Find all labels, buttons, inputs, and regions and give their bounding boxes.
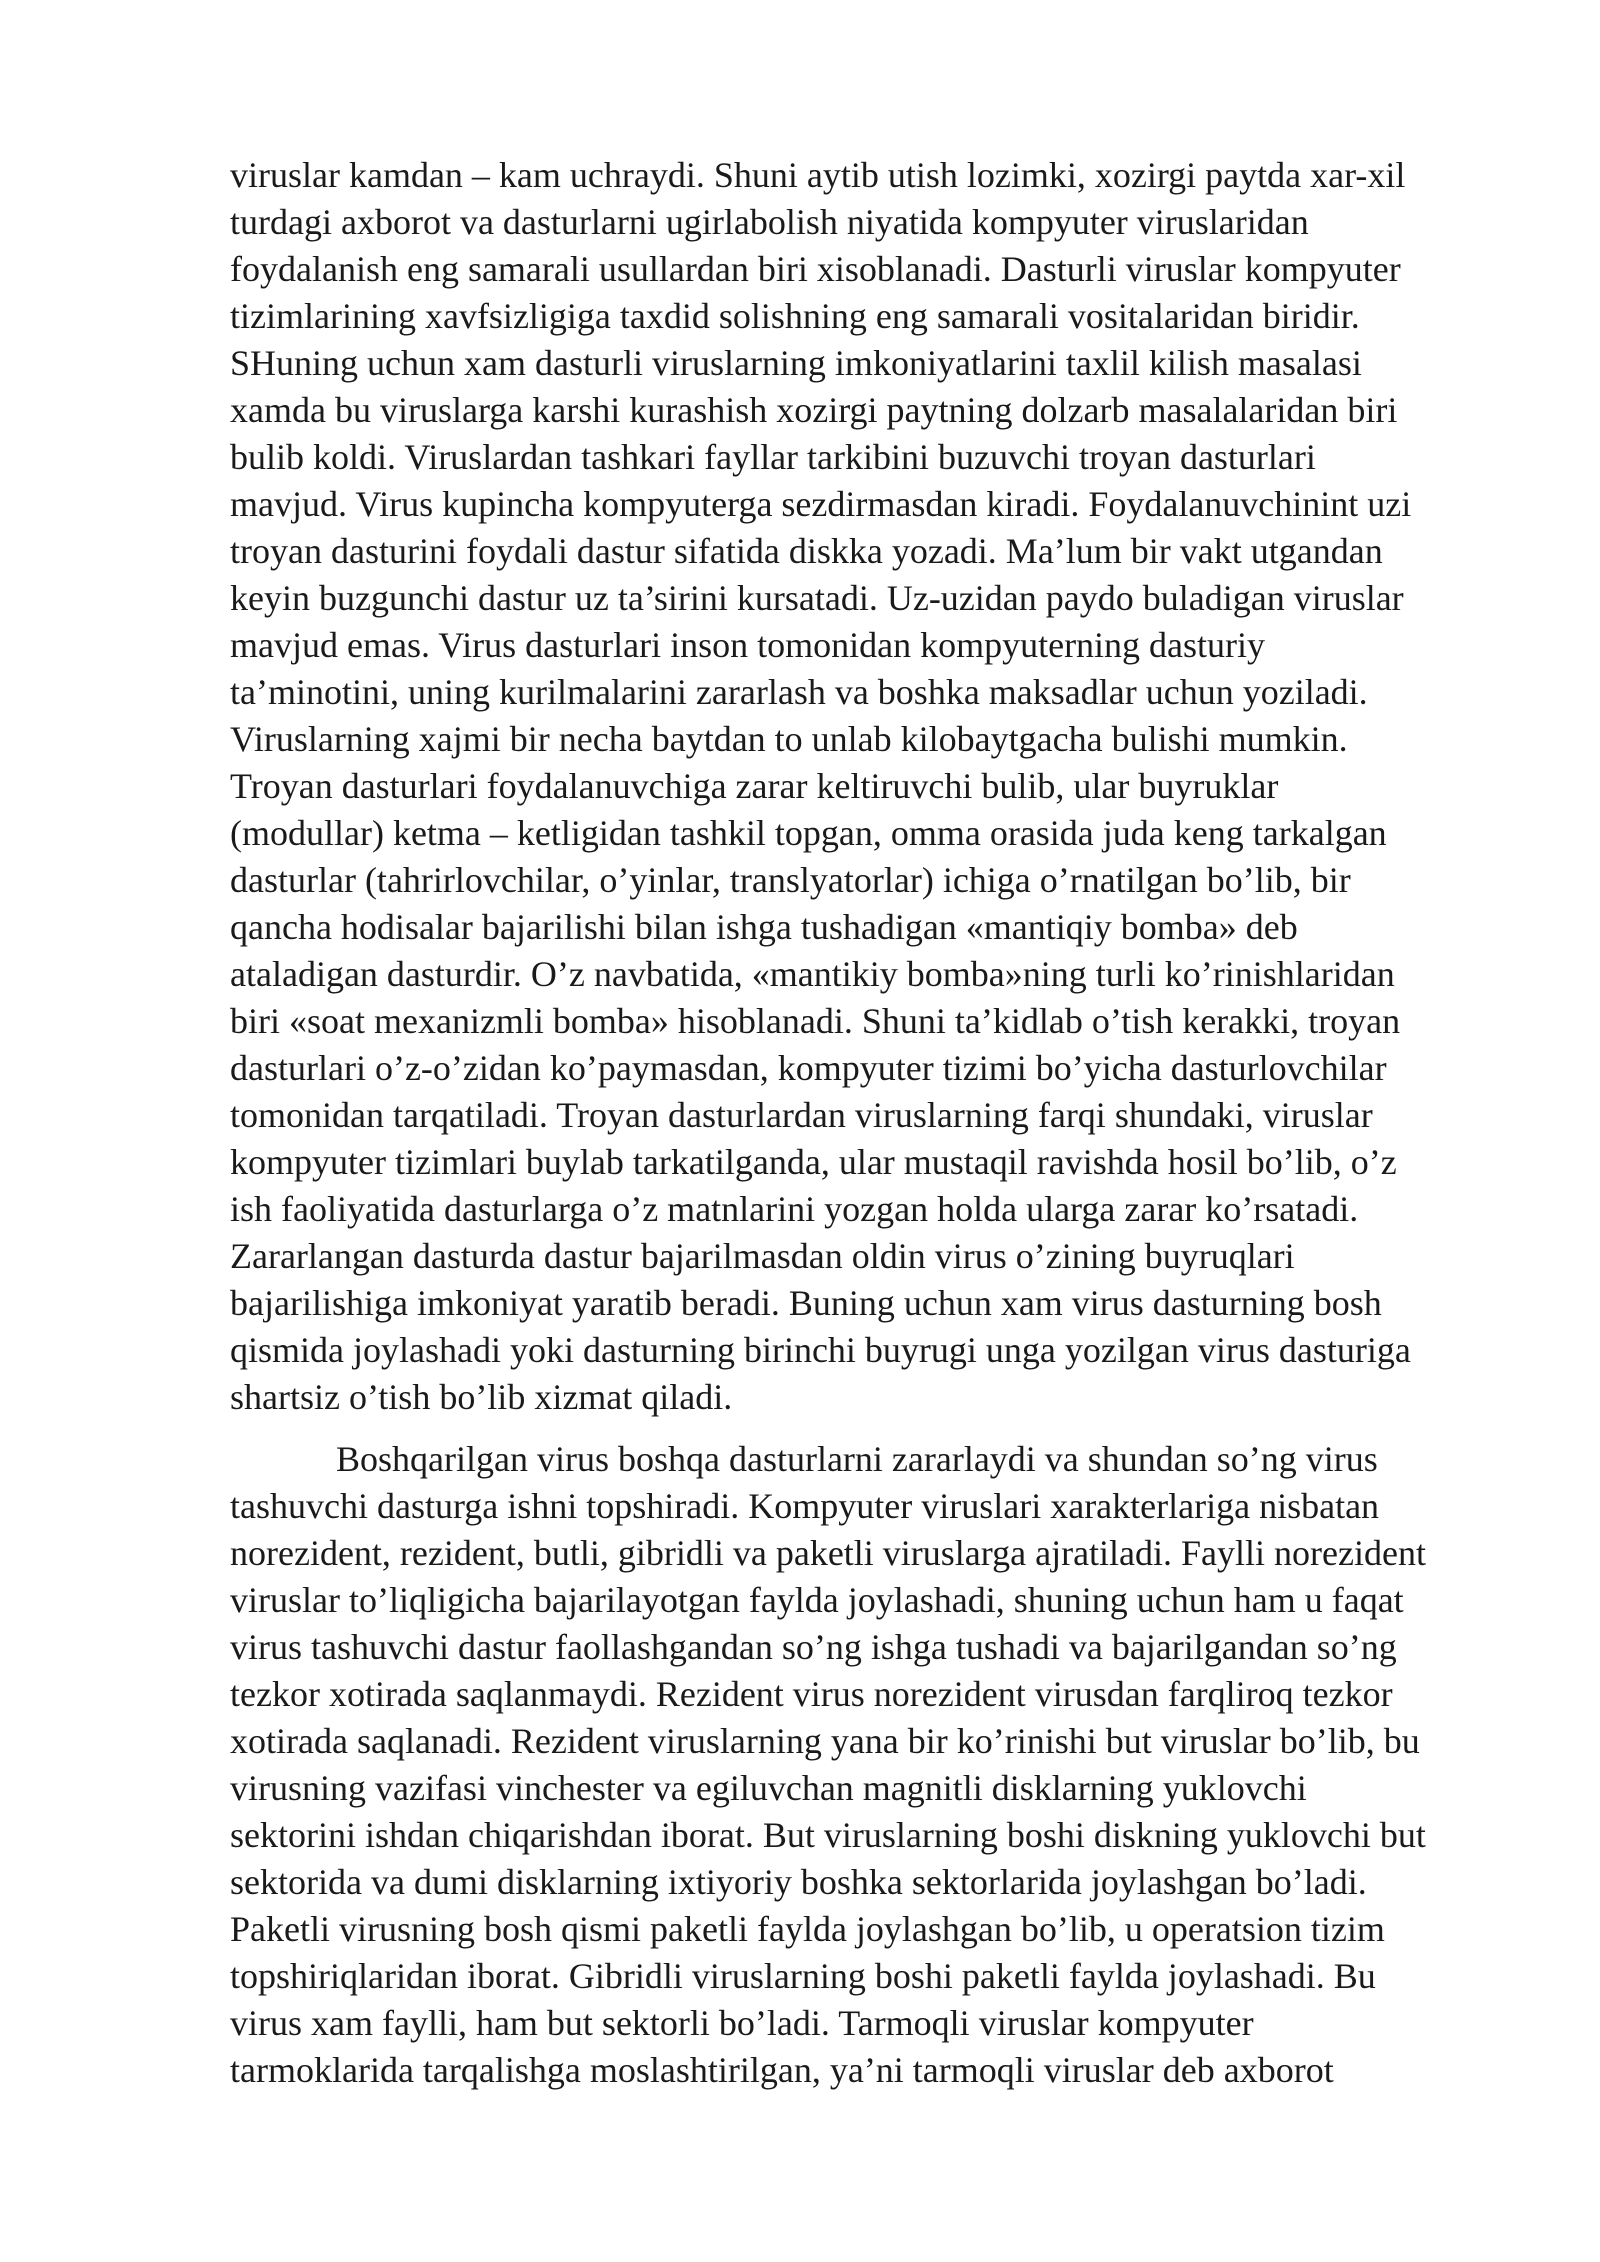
text-line: turdagi axborot va dasturlarni ugirlabolish niyatida kompyuter viruslaridan [230,202,1309,242]
text-line: kompyuter tizimlari buylab tarkatilganda, ular mustaqil ravishda hosil bo’lib, o’z [230,1142,1397,1182]
text-line: xamda bu viruslarga karshi kurashish xozirgi paytning dolzarb masalalaridan biri [230,390,1398,430]
text-line: foydalanish eng samarali usullardan biri xisoblanadi. Dasturli viruslar kompyuter [230,249,1401,289]
text-line: sektorini ishdan chiqarishdan iborat. But viruslarning boshi diskning yuklovchi but [230,1815,1426,1855]
paragraph-2 [230,1436,1520,2094]
text-line: tizimlarining xavfsizligiga taxdid solishning eng samarali vositalaridan biridir. [230,296,1360,336]
text-line: Zararlangan dasturda dastur bajarilmasdan oldin virus o’zining buyruqlari [230,1236,1295,1276]
paragraph-1 [230,152,1520,1421]
text-line: shartsiz o’tish bo’lib xizmat qiladi. [230,1377,733,1417]
text-line: dasturlari o’z-o’zidan ko’paymasdan, kompyuter tizimi bo’yicha dasturlovchilar [230,1048,1387,1088]
text-line: Troyan dasturlari foydalanuvchiga zarar keltiruvchi bulib, ular buyruklar [230,766,1279,806]
text-line: SHuning uchun xam dasturli viruslarning imkoniyatlarini taxlil kilish masalasi [230,343,1362,383]
text-line: virusning vazifasi vinchester va egiluvchan magnitli disklarning yuklovchi [230,1768,1307,1808]
text-line: topshiriqlaridan iborat. Gibridli viruslarning boshi paketli faylda joylashadi. Bu [230,1956,1376,1996]
text-line: bajarilishiga imkoniyat yaratib beradi. Buning uchun xam virus dasturning bosh [230,1283,1382,1323]
text-line: qismida joylashadi yoki dasturning birinchi buyrugi unga yozilgan virus dasturiga [230,1330,1411,1370]
text-line: ta’minotini, uning kurilmalarini zararlash va boshka maksadlar uchun yoziladi. [230,672,1368,712]
text-line-first: Boshqarilgan virus boshqa dasturlarni zararlaydi va shundan so’ng virus [336,1439,1378,1479]
text-line: virus tashuvchi dastur faollashgandan so’ng ishga tushadi va bajarilgandan so’ng [230,1627,1397,1667]
text-line: qancha hodisalar bajarilishi bilan ishga tushadigan «mantiqiy bomba» deb [230,907,1298,947]
text-line: troyan dasturini foydali dastur sifatida diskka yozadi. Ma’lum bir vakt utgandan [230,531,1383,571]
text-line: tomonidan tarqatiladi. Troyan dasturlardan viruslarning farqi shundaki, viruslar [230,1095,1373,1135]
text-line: Paketli virusning bosh qismi paketli faylda joylashgan bo’lib, u operatsion tizim [230,1909,1385,1949]
text-line: tashuvchi dasturga ishni topshiradi. Kompyuter viruslari xarakterlariga nisbatan [230,1486,1380,1526]
text-line: mavjud. Virus kupincha kompyuterga sezdirmasdan kiradi. Foydalanuvchinint uzi [230,484,1412,524]
text-line: keyin buzgunchi dastur uz ta’sirini kursatadi. Uz-uzidan paydo buladigan viruslar [230,578,1404,618]
text-line: tarmoklarida tarqalishga moslashtirilgan, ya’ni tarmoqli viruslar deb axborot [230,2050,1334,2090]
text-line: ataladigan dasturdir. O’z navbatida, «mantikiy bomba»ning turli ko’rinishlaridan [230,954,1395,994]
text-line: xotirada saqlanadi. Rezident viruslarning yana bir ko’rinishi but viruslar bo’lib, bu [230,1721,1420,1761]
text-line: sektorida va dumi disklarning ixtiyoriy boshka sektorlarida joylashgan bo’ladi. [230,1862,1367,1902]
text-line: Viruslarning xajmi bir necha baytdan to unlab kilobaytgacha bulishi mumkin. [230,719,1348,759]
text-line: viruslar to’liqligicha bajarilayotgan faylda joylashadi, shuning uchun ham u faqat [230,1580,1404,1620]
text-line: norezident, rezident, butli, gibridli va paketli viruslarga ajratiladi. Faylli norezident [230,1533,1426,1573]
text-line: bulib koldi. Viruslardan tashkari fayllar tarkibini buzuvchi troyan dasturlari [230,437,1316,477]
text-line: virus xam faylli, ham but sektorli bo’ladi. Tarmoqli viruslar kompyuter [230,2003,1254,2043]
text-line: (modullar) ketma – ketligidan tashkil topgan, omma orasida juda keng tarkalgan [230,813,1387,853]
text-line: tezkor xotirada saqlanmaydi. Rezident virus norezident virusdan farqliroq tezkor [230,1674,1393,1714]
text-line: mavjud emas. Virus dasturlari inson tomonidan kompyuterning dasturiy [230,625,1266,665]
text-line: ish faoliyatida dasturlarga o’z matnlarini yozgan holda ularga zarar ko’rsatadi. [230,1189,1359,1229]
text-line: dasturlar (tahrirlovchilar, o’yinlar, translyatorlar) ichiga o’rnatilgan bo’lib, bir [230,860,1351,900]
text-line: viruslar kamdan – kam uchraydi. Shuni aytib utish lozimki, xozirgi paytda xar-xil [230,155,1406,195]
text-line: biri «soat mexanizmli bomba» hisoblanadi. Shuni ta’kidlab o’tish kerakki, troyan [230,1001,1401,1041]
